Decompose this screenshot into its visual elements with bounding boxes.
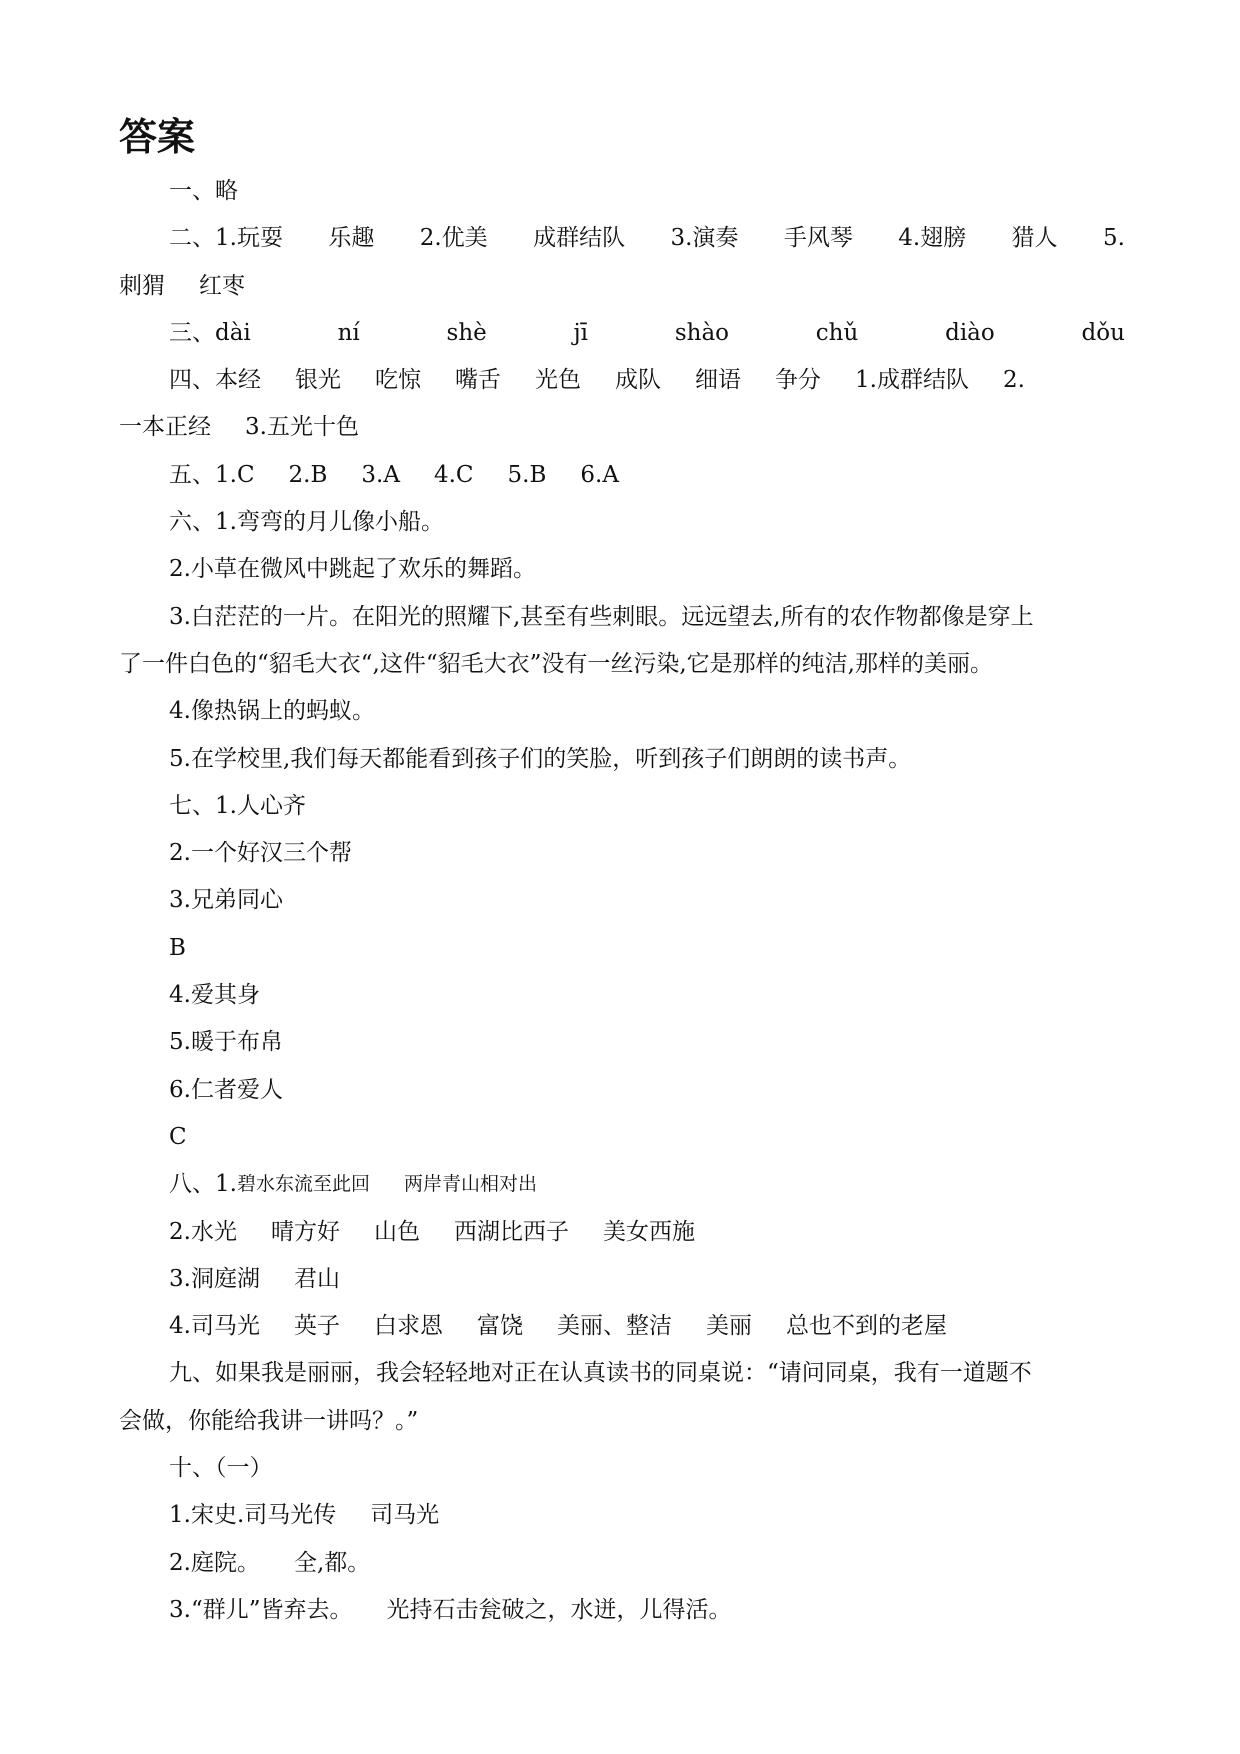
answer-item: 光持石击瓮破之，水迸，儿得活。 — [386, 1596, 732, 1623]
answer-line — [119, 452, 1125, 499]
answer-item: 会做，你能给我讲一讲吗？。” — [119, 1407, 419, 1434]
answer-item: 银光 — [295, 367, 341, 394]
answer-item: 美丽 — [705, 1313, 752, 1340]
answer-item: 5.暖于布帛 — [169, 1029, 283, 1056]
answer-item: 3.“群儿”皆弃去。 — [169, 1596, 353, 1623]
answer-item: diào — [945, 319, 995, 346]
answer-item: 九、如果我是丽丽，我会轻轻地对正在认真读书的同桌说：“请问同桌，我有一道题不 — [169, 1360, 1032, 1387]
answer-item: 五、1.C — [169, 461, 255, 488]
answer-item: 美丽、整洁 — [556, 1313, 672, 1340]
answer-line — [119, 1209, 1125, 1256]
answer-item: C — [169, 1123, 187, 1150]
answer-line — [119, 736, 1125, 783]
answer-line — [119, 546, 1125, 593]
answer-item: 二、1.玩耍 — [169, 225, 283, 252]
answer-line — [119, 1303, 1125, 1350]
answer-item: 2.优美 — [419, 225, 488, 252]
answer-line — [119, 168, 1125, 215]
answer-item: 嘴舌 — [455, 367, 501, 394]
answer-item: 6.仁者爱人 — [169, 1076, 283, 1103]
answer-line — [119, 1161, 1125, 1208]
answer-line — [119, 783, 1125, 830]
answer-line — [119, 877, 1125, 924]
answer-line — [119, 1445, 1125, 1492]
answer-item: 1.成群结队 — [855, 367, 969, 394]
answer-line — [119, 972, 1125, 1019]
answer-item: 4.C — [433, 461, 474, 488]
answer-line — [119, 1398, 1125, 1445]
answer-item: jī — [573, 319, 589, 346]
answer-item: 4.爱其身 — [169, 982, 260, 1009]
answer-item: shè — [446, 319, 487, 346]
answer-line — [119, 404, 1125, 451]
answer-item: 富饶 — [476, 1313, 523, 1340]
answer-item: 4.翅膀 — [898, 225, 967, 252]
answer-item: 了一件白色的“貂毛大衣“,这件“貂毛大衣”没有一丝污染,它是那样的纯洁,那样的美丽。 — [119, 650, 993, 677]
answer-item: 吃惊 — [375, 367, 421, 394]
answer-item: 八、1. — [169, 1171, 237, 1198]
answer-item: 5.在学校里,我们每天都能看到孩子们的笑脸，听到孩子们朗朗的读书声。 — [169, 745, 912, 772]
answer-line — [119, 357, 1125, 404]
answer-item: 红枣 — [199, 272, 245, 299]
answer-line — [119, 925, 1125, 972]
answer-item: 5.B — [507, 461, 547, 488]
answer-line — [119, 499, 1125, 546]
answer-line — [119, 1540, 1125, 1587]
answer-item: 2.庭院。 — [169, 1549, 260, 1576]
answer-item: 两岸青山相对出 — [403, 1173, 537, 1196]
answer-item: 2.一个好汉三个帮 — [169, 840, 352, 867]
answer-item: 一本正经 — [119, 414, 211, 441]
answer-item: B — [169, 934, 186, 961]
answer-item: 4.像热锅上的蚂蚁。 — [169, 698, 375, 725]
answer-item: 乐趣 — [328, 225, 375, 252]
answer-item: 3.洞庭湖 — [169, 1265, 260, 1292]
answer-line — [119, 310, 1125, 357]
answer-line — [119, 1067, 1125, 1114]
answer-item: 司马光 — [370, 1502, 440, 1529]
answer-item: 手风琴 — [783, 225, 853, 252]
answer-item: shào — [674, 319, 730, 346]
answer-item: 猎人 — [1011, 225, 1058, 252]
answer-line — [119, 1492, 1125, 1539]
answer-item: 3.A — [361, 461, 400, 488]
answer-item: chǔ — [815, 319, 859, 346]
answer-item: 成队 — [615, 367, 661, 394]
page-title: 答案 — [119, 115, 196, 159]
answer-item: dǒu — [1081, 319, 1125, 346]
answer-body — [119, 168, 1125, 1634]
answer-item: 刺猬 — [119, 272, 165, 299]
answer-item: 5. — [1102, 225, 1125, 252]
answer-line — [119, 1019, 1125, 1066]
answer-item: 3.五光十色 — [245, 414, 359, 441]
answer-item: 四、本经 — [169, 367, 261, 394]
answer-item: 成群结队 — [533, 225, 626, 252]
answer-line — [119, 830, 1125, 877]
answer-item: ní — [337, 319, 360, 346]
answer-line — [119, 641, 1125, 688]
answer-item: 3.白茫茫的一片。在阳光的照耀下,甚至有些刺眼。远远望去,所有的农作物都像是穿上 — [169, 603, 1034, 630]
answer-line — [119, 215, 1125, 262]
answer-item: 光色 — [535, 367, 581, 394]
answer-line — [119, 688, 1125, 735]
answer-line — [119, 1350, 1125, 1397]
answer-item: 2.水光 — [169, 1218, 237, 1245]
answer-item: 六、1.弯弯的月儿像小船。 — [169, 509, 444, 536]
answer-line — [119, 594, 1125, 641]
answer-item: 全,都。 — [293, 1549, 371, 1576]
answer-item: 3.兄弟同心 — [169, 887, 283, 914]
answer-item: 君山 — [293, 1265, 340, 1292]
answer-item: 美女西施 — [602, 1218, 695, 1245]
answer-item: 总也不到的老屋 — [785, 1313, 947, 1340]
answer-line — [119, 263, 1125, 310]
answer-item: 碧水东流至此回 — [236, 1173, 370, 1196]
answer-item: 英子 — [293, 1313, 340, 1340]
answer-item: 三、dài — [169, 319, 251, 346]
answer-item: 2.B — [288, 461, 328, 488]
answer-item: 七、1.人心齐 — [169, 792, 306, 819]
answer-item: 3.演奏 — [670, 225, 739, 252]
answer-line — [119, 1114, 1125, 1161]
answer-line — [119, 1256, 1125, 1303]
answer-item: 争分 — [775, 367, 821, 394]
answer-item: 2.小草在微风中跳起了欢乐的舞蹈。 — [169, 556, 536, 583]
answer-item: 山色 — [373, 1218, 420, 1245]
answer-item: 1.宋史.司马光传 — [169, 1502, 337, 1529]
answer-item: 西湖比西子 — [453, 1218, 569, 1245]
answer-item: 一、略 — [169, 178, 238, 204]
answer-item: 细语 — [695, 367, 741, 394]
answer-item: 十、（一） — [169, 1455, 273, 1482]
answer-item: 白求恩 — [373, 1313, 443, 1340]
answer-item: 6.A — [580, 461, 619, 488]
answer-item: 2. — [1002, 367, 1025, 394]
answer-item: 晴方好 — [270, 1218, 340, 1245]
answer-line — [119, 1587, 1125, 1634]
answer-item: 4.司马光 — [169, 1313, 260, 1340]
